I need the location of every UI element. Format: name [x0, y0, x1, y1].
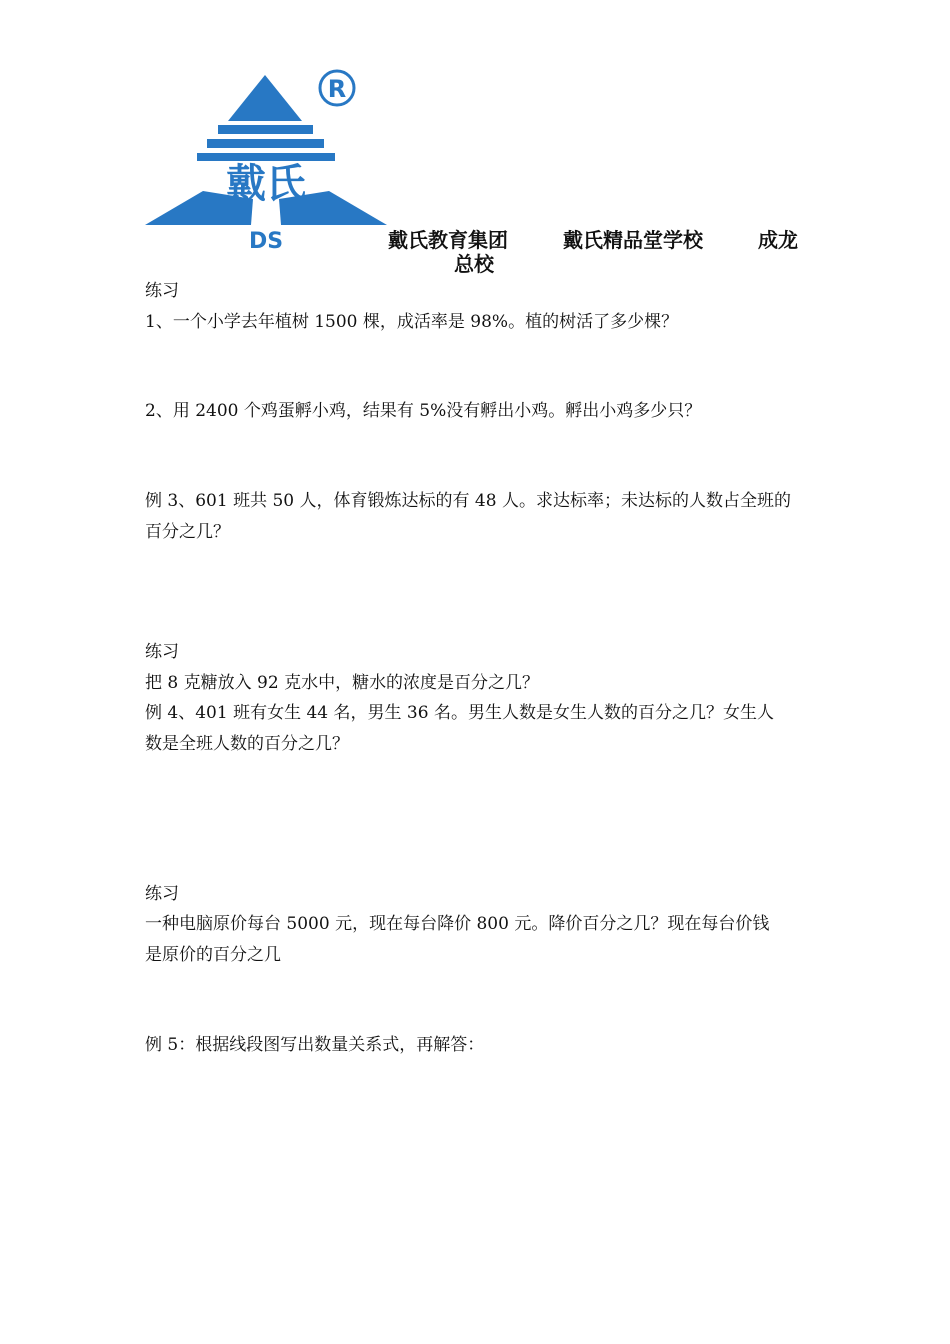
example-4-line2: 数是全班人数的百分之几？: [145, 734, 349, 754]
example-5: 例 5：根据线段图写出数量关系式，再解答：: [145, 1035, 485, 1055]
logo-initials: DS: [248, 229, 284, 254]
example-4-line1: 例 4、401 班有女生 44 名，男生 36 名。男生人数是女生人数的百分之几？女生人: [145, 703, 774, 723]
section-label: 练习: [145, 884, 179, 904]
question-1: 1、一个小学去年植树 1500 棵，成活率是 98%。植的树活了多少棵？: [145, 312, 679, 332]
company-logo: [143, 65, 393, 255]
practice-computer-line1: 一种电脑原价每台 5000 元，现在每台降价 800 元。降价百分之几？现在每台价钱: [145, 914, 770, 934]
practice-sugar-water: 把 8 克糖放入 92 克水中，糖水的浓度是百分之几？: [145, 673, 540, 693]
section-label: 练习: [145, 281, 179, 301]
practice-computer-line2: 是原价的百分之几: [145, 945, 281, 965]
question-2: 2、用 2400 个鸡蛋孵小鸡，结果有 5%没有孵出小鸡。孵出小鸡多少只？: [145, 401, 702, 421]
example-3-line1: 例 3、601 班共 50 人，体育锻炼达标的有 48 人。求达标率；未达标的人数占全班的: [145, 491, 791, 511]
example-3-line2: 百分之几？: [145, 522, 230, 542]
header-campus-name: 成龙: [758, 228, 798, 252]
header-group-name: 戴氏教育集团: [388, 228, 508, 252]
registered-mark-icon: R: [327, 75, 347, 103]
header-campus-suffix: 总校: [454, 252, 494, 276]
section-label: 练习: [145, 642, 179, 662]
logo-graphic: [143, 65, 393, 255]
header-school-name: 戴氏精品堂学校: [563, 228, 703, 252]
logo-brand-chars: 戴氏: [226, 160, 306, 207]
